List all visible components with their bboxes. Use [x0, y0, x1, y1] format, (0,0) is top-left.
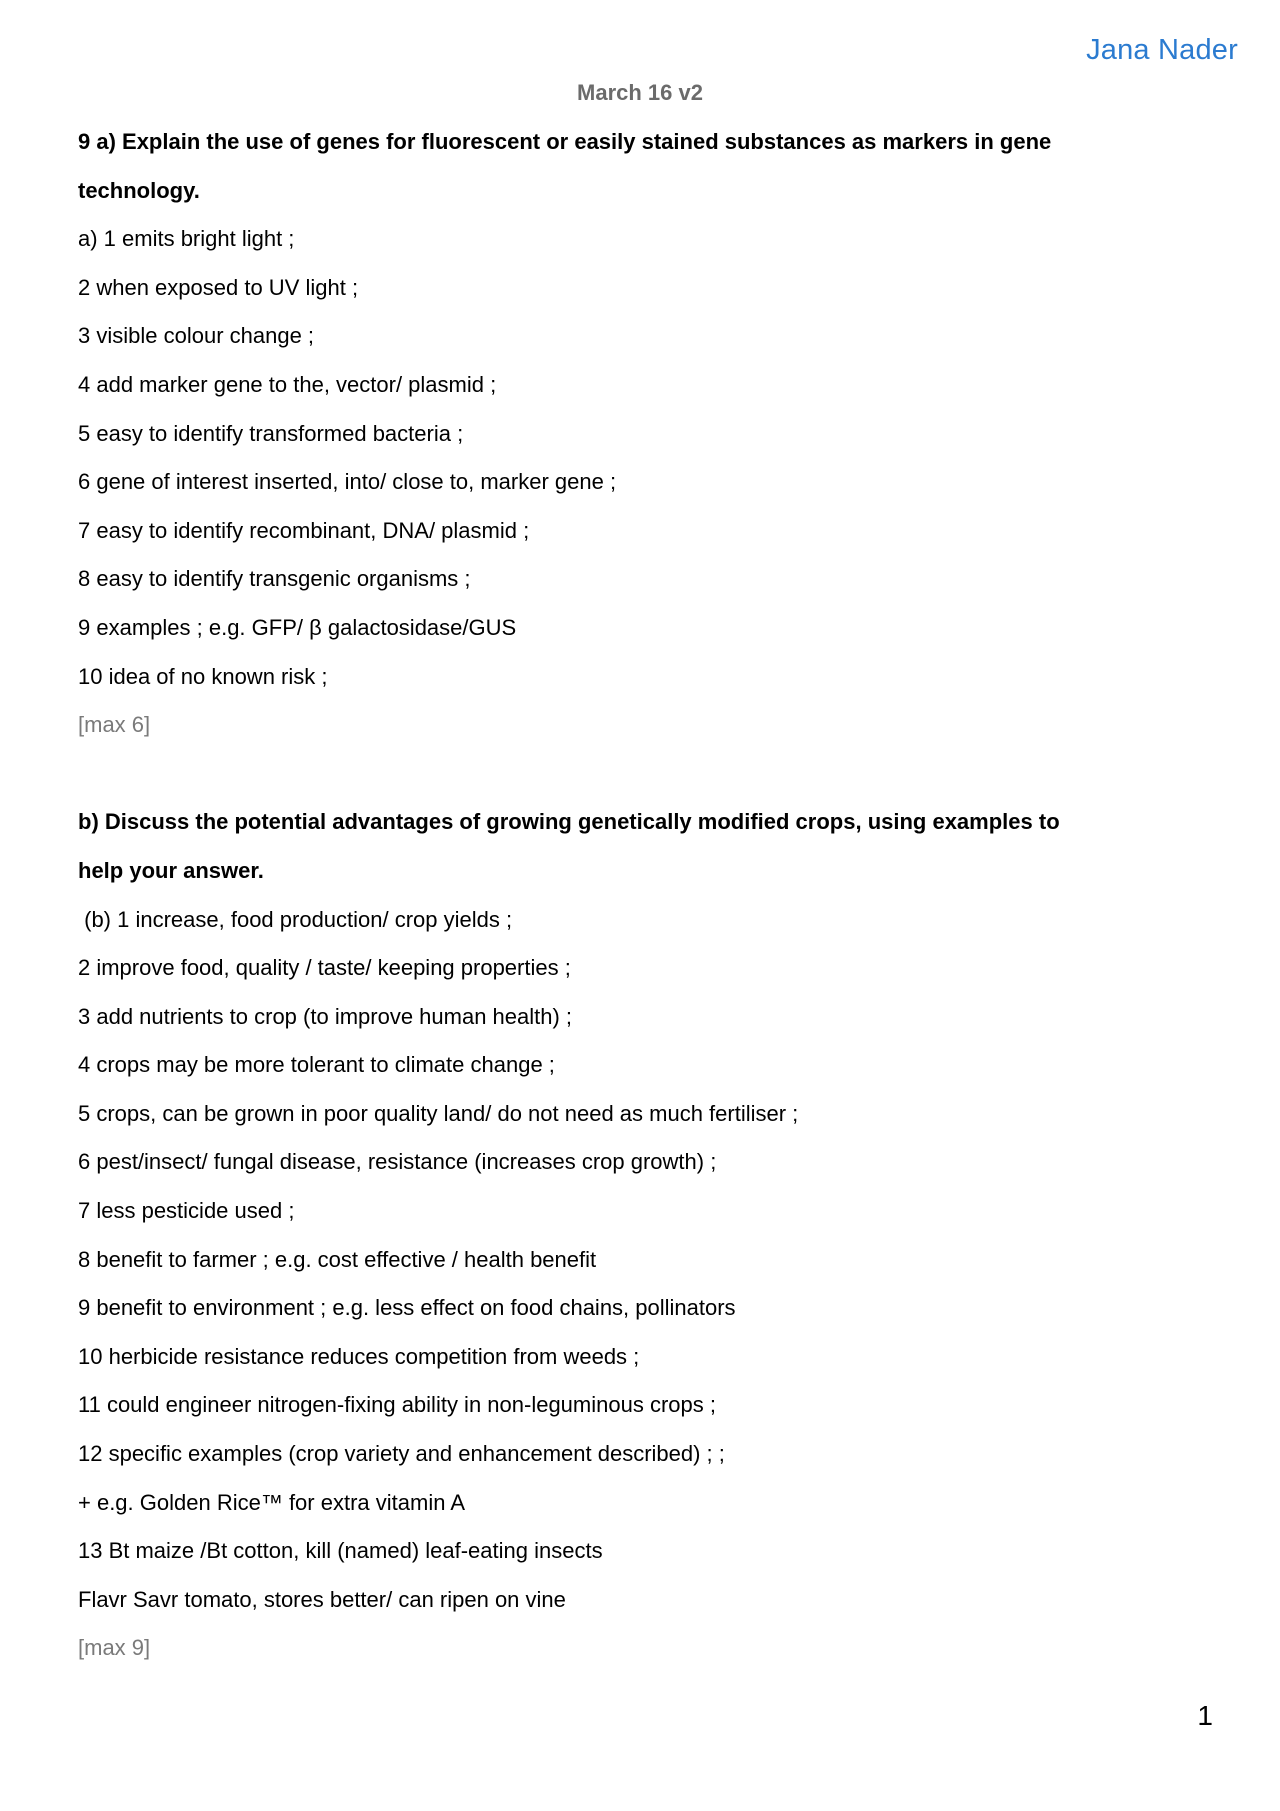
- answer-point: a) 1 emits bright light ;: [78, 226, 295, 252]
- answer-point: 2 improve food, quality / taste/ keeping properties ;: [78, 955, 571, 981]
- answer-point: 12 specific examples (crop variety and enhancement described) ; ;: [78, 1441, 725, 1467]
- answer-point: 9 examples ; e.g. GFP/ β galactosidase/GUS: [78, 614, 517, 640]
- author-name: Jana Nader: [1086, 34, 1238, 66]
- question-b-max-marks: [max 9]: [78, 1635, 151, 1661]
- answer-point: 8 benefit to farmer ; e.g. cost effective / health benefit: [78, 1246, 597, 1272]
- answer-point: 13 Bt maize /Bt cotton, kill (named) leaf-eating insects: [78, 1538, 603, 1564]
- answer-point: 9 benefit to environment ; e.g. less effect on food chains, pollinators: [78, 1295, 736, 1321]
- answer-point: Flavr Savr tomato, stores better/ can ripen on vine: [78, 1586, 566, 1612]
- question-a-prompt-line-1: 9 a) Explain the use of genes for fluorescent or easily stained substances as markers in gene: [78, 129, 1052, 154]
- document-body: [78, 118, 1218, 1673]
- answer-point: 10 idea of no known risk ;: [78, 663, 328, 689]
- answer-point: + e.g. Golden Rice™ for extra vitamin A: [78, 1489, 466, 1515]
- answer-point: (b) 1 increase, food production/ crop yields ;: [78, 906, 513, 932]
- answer-point: 3 add nutrients to crop (to improve human health) ;: [78, 1003, 573, 1029]
- answer-point: 11 could engineer nitrogen-fixing ability in non-leguminous crops ;: [78, 1392, 716, 1418]
- answer-point: 6 pest/insect/ fungal disease, resistance (increases crop growth) ;: [78, 1149, 717, 1175]
- answer-point: 3 visible colour change ;: [78, 323, 315, 349]
- question-a: [78, 118, 1218, 750]
- question-b-prompt-line-2: help your answer.: [78, 857, 264, 883]
- answer-point: 5 crops, can be grown in poor quality land/ do not need as much fertiliser ;: [78, 1100, 799, 1126]
- page-number: 1: [1197, 1700, 1213, 1731]
- section-spacer: [78, 750, 1218, 799]
- document-title: March 16 v2: [577, 80, 703, 105]
- answer-point: 5 easy to identify transformed bacteria ;: [78, 420, 464, 446]
- answer-point: 4 crops may be more tolerant to climate change ;: [78, 1052, 555, 1078]
- question-b: [78, 798, 1218, 1673]
- question-a-max-marks: [max 6]: [78, 712, 151, 738]
- answer-point: 4 add marker gene to the, vector/ plasmid ;: [78, 371, 497, 397]
- question-b-prompt-line-1: b) Discuss the potential advantages of growing genetically modified crops, using examples to: [78, 809, 1060, 835]
- answer-point: 7 less pesticide used ;: [78, 1198, 295, 1224]
- answer-point: 7 easy to identify recombinant, DNA/ plasmid ;: [78, 517, 530, 543]
- answer-point: 10 herbicide resistance reduces competition from weeds ;: [78, 1343, 640, 1369]
- answer-point: 2 when exposed to UV light ;: [78, 274, 359, 300]
- question-a-prompt-line-2: technology.: [78, 177, 200, 203]
- answer-point: 6 gene of interest inserted, into/ close to, marker gene ;: [78, 469, 617, 495]
- answer-point: 8 easy to identify transgenic organisms ;: [78, 566, 471, 592]
